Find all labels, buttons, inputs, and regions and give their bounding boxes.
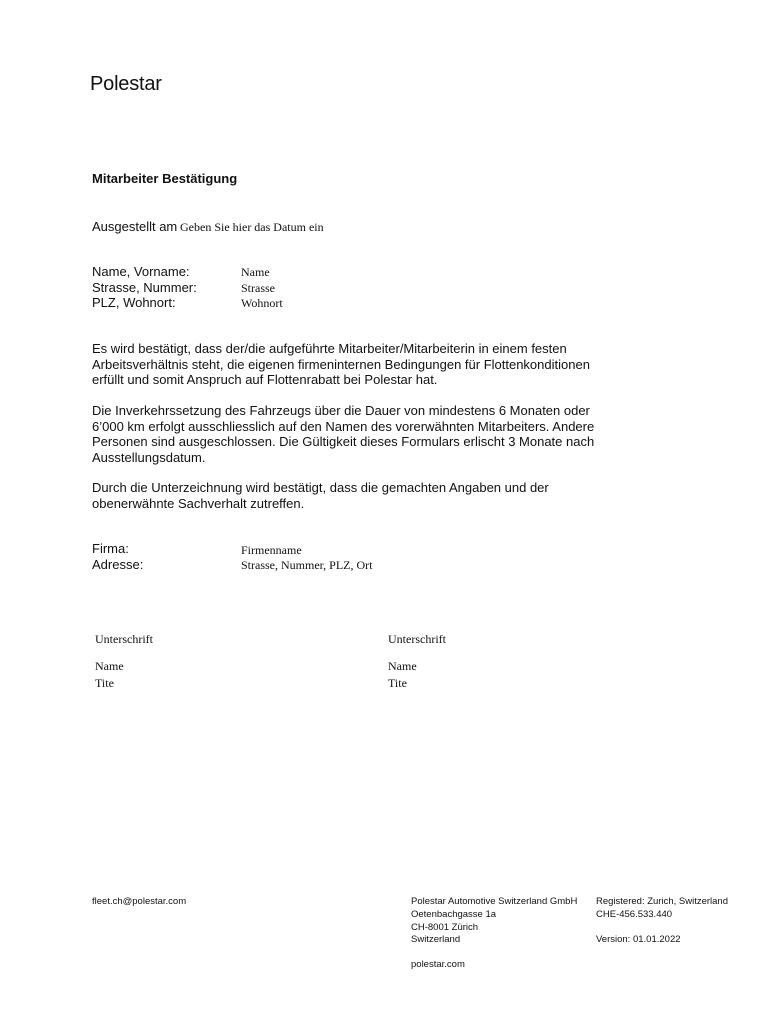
- city-field[interactable]: Wohnort: [241, 296, 283, 310]
- signer-name-right[interactable]: Name: [388, 659, 417, 673]
- company-field[interactable]: Firmenname: [241, 543, 302, 557]
- polestar-logo: Polestar: [90, 73, 162, 95]
- name-label: Name, Vorname:: [92, 264, 190, 279]
- name-field[interactable]: Name: [241, 265, 270, 279]
- document-title: Mitarbeiter Bestätigung: [92, 171, 238, 186]
- signature-paragraph: Durch die Unterzeichnung wird bestätigt, dass die gemachten Angaben und der obenerwähnte Sachverhalt zutreffen.: [92, 480, 549, 511]
- footer-email: fleet.ch@polestar.com: [92, 896, 187, 907]
- footer-country: Switzerland: [411, 934, 461, 945]
- address-label: Adresse:: [92, 557, 144, 572]
- address-field[interactable]: Strasse, Nummer, PLZ, Ort: [241, 558, 373, 572]
- issued-label: Ausgestellt am: [92, 219, 178, 234]
- footer-version: Version: 01.01.2022: [596, 934, 681, 945]
- signature-field-left[interactable]: Unterschrift: [95, 632, 153, 646]
- company-label: Firma:: [92, 541, 129, 556]
- issued-date-field[interactable]: Geben Sie hier das Datum ein: [180, 220, 324, 234]
- city-label: PLZ, Wohnort:: [92, 295, 176, 310]
- street-field[interactable]: Strasse: [241, 281, 275, 295]
- signer-name-left[interactable]: Name: [95, 659, 124, 673]
- footer-city: CH-8001 Zürich: [411, 922, 479, 933]
- street-label: Strasse, Nummer:: [92, 280, 197, 295]
- footer-uid: CHE-456.533.440: [596, 909, 673, 920]
- confirmation-paragraph: Es wird bestätigt, dass der/die aufgeführte Mitarbeiter/Mitarbeiterin in einem festen Arbeitsverhältnis steht, die eigenen firmeninternen Bedingungen für Flottenkonditionen erfüllt und somit Anspruch auf Flottenrabatt bei Polestar hat.: [92, 341, 590, 388]
- footer-street: Oetenbachgasse 1a: [411, 909, 497, 920]
- signer-title-right[interactable]: Tite: [388, 676, 407, 690]
- footer-website: polestar.com: [411, 959, 465, 970]
- footer-company-name: Polestar Automotive Switzerland GmbH: [411, 896, 578, 907]
- footer-registered: Registered: Zurich, Switzerland: [596, 896, 728, 907]
- signature-field-right[interactable]: Unterschrift: [388, 632, 446, 646]
- signer-title-left[interactable]: Tite: [95, 676, 114, 690]
- validity-paragraph: Die Inverkehrssetzung des Fahrzeugs über die Dauer von mindestens 6 Monaten oder 6’000 km erfolgt ausschliesslich auf den Namen des vorerwähnten Mitarbeiters. Andere Personen sind ausgeschlossen. Die Gültigkeit dieses Formulars erlischt 3 Monate nach Ausstellungsdatum.: [92, 403, 595, 465]
